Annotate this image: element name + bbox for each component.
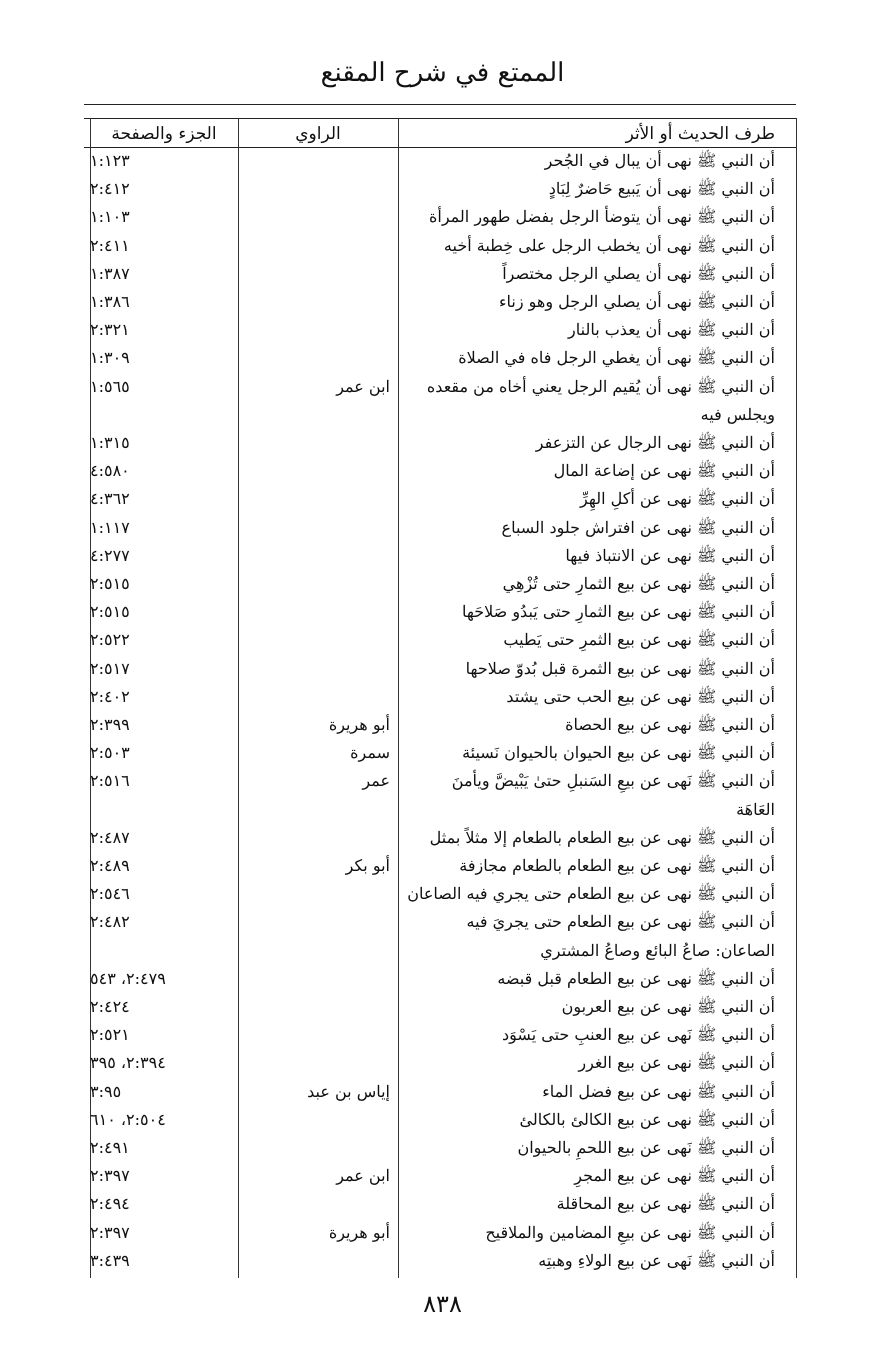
hadith-text: العَاهَة bbox=[736, 800, 775, 819]
hadith-text: أن النبي ﷺ نهى عن بيع الطعام حتى يجريَ فيه bbox=[466, 912, 775, 931]
header-ref: الجزء والصفحة bbox=[111, 124, 217, 144]
volume-page-ref: ٢:٥٠٤، ٦١٠ bbox=[90, 1110, 166, 1129]
narrator-text: أبو بكر bbox=[345, 856, 390, 875]
volume-page-ref: ١:٣٨٦ bbox=[90, 292, 130, 311]
hadith-text: أن النبي ﷺ نهى عن بيع الثمارِ حتى تُزْهِي bbox=[502, 574, 775, 593]
hadith-text: أن النبي ﷺ نهى أن يَبيع حَاضرٌ لِبَادٍ bbox=[548, 179, 775, 198]
volume-page-ref: ١:٣١٥ bbox=[90, 433, 130, 452]
hadith-text: أن النبي ﷺ نهى عن أكلِ الهِرِّ bbox=[580, 489, 775, 508]
volume-page-ref: ١:١١٧ bbox=[90, 518, 130, 537]
narrator-text: عمر bbox=[362, 771, 390, 790]
hadith-text: أن النبي ﷺ نَهى عن بيعِ السَنبلِ حتىٰ يَبْيضَّ ويأمنَ bbox=[451, 771, 775, 790]
volume-page-ref: ٢:٥١٧ bbox=[90, 659, 130, 678]
hadith-text: أن النبي ﷺ نهى عن بيع الطعام بالطعام مجازفة bbox=[459, 856, 775, 875]
volume-page-ref: ٢:٥٠٣ bbox=[90, 743, 130, 762]
hadith-text: ويجلس فيه bbox=[700, 405, 775, 424]
volume-page-ref: ٢:٤٩١ bbox=[90, 1138, 130, 1157]
hadith-text: أن النبي ﷺ نهى عن بيع الطعام حتى يجري فيه الصاعان bbox=[407, 884, 775, 903]
hadith-text: أن النبي ﷺ نهى أن يتوضأ الرجل بفضل طهور المرأة bbox=[429, 207, 775, 226]
volume-page-ref: ٢:٤٨٧ bbox=[90, 828, 130, 847]
hadith-text: أن النبي ﷺ نهى عن بيع الثمرة قبل بُدوّ صلاحها bbox=[465, 659, 775, 678]
hadith-text: أن النبي ﷺ نهى عن الانتباذ فيها bbox=[565, 546, 775, 565]
volume-page-ref: ٢:٤٢٤ bbox=[90, 997, 130, 1016]
volume-page-ref: ١:٥٦٥ bbox=[90, 377, 130, 396]
hadith-text: أن النبي ﷺ نهى عن بيع الحصاة bbox=[565, 715, 775, 734]
volume-page-ref: ٢:٤٠٢ bbox=[90, 687, 130, 706]
volume-page-ref: ٢:٣٩٧ bbox=[90, 1223, 130, 1242]
hadith-text: أن النبي ﷺ نهى عن بيع فضل الماء bbox=[542, 1082, 775, 1101]
narrator-text: أبو هريرة bbox=[328, 715, 390, 734]
volume-page-ref: ٢:٤٨٢ bbox=[90, 912, 130, 931]
hadith-text: أن النبي ﷺ نهى عن بيع الحب حتى يشتد bbox=[506, 687, 775, 706]
hadith-text: أن النبي ﷺ نهى عن بيع الثمرِ حتى يَطيب bbox=[503, 630, 775, 649]
volume-page-ref: ٢:٣٩٤، ٣٩٥ bbox=[90, 1053, 166, 1072]
hadith-text: أن النبي ﷺ نهى أن يغطي الرجل فاه في الصلاة bbox=[458, 348, 775, 367]
volume-page-ref: ١:١٢٣ bbox=[90, 151, 130, 170]
hadith-text: أن النبي ﷺ نهى أن يخطب الرجل على خِطبة أخيه bbox=[443, 236, 775, 255]
header-hadith: طرف الحديث أو الأثر bbox=[625, 124, 775, 144]
volume-page-ref: ٣:٩٥ bbox=[90, 1082, 122, 1101]
narrator-text: أبو هريرة bbox=[328, 1223, 390, 1242]
header-narrator: الراوي bbox=[295, 124, 341, 144]
hadith-text: أن النبي ﷺ نهى عن بيع العربون bbox=[561, 997, 775, 1016]
volume-page-ref: ١:١٠٣ bbox=[90, 207, 130, 226]
hadith-text: أن النبي ﷺ نهى عن افتراش جلود السباع bbox=[501, 518, 775, 537]
book-title: الممتع في شرح المقنع bbox=[320, 58, 565, 88]
volume-page-ref: ٢:٥٢١ bbox=[90, 1025, 130, 1044]
hadith-text: أن النبي ﷺ نهى عن بيع الثمارِ حتى يَبدُو صَلاحَها bbox=[461, 602, 775, 621]
volume-page-ref: ٢:٣٩٩ bbox=[90, 715, 130, 734]
volume-page-ref: ٢:٤١٢ bbox=[90, 179, 130, 198]
hadith-text: أن النبي ﷺ نَهى عن بيع اللحمِ بالحيوان bbox=[517, 1138, 775, 1157]
hadith-text: أن النبي ﷺ نهى أن يصلي الرجل وهو زناء bbox=[498, 292, 775, 311]
hadith-text: أن النبي ﷺ نهى أن يصلي الرجل مختصراً bbox=[502, 264, 775, 283]
hadith-text: الصاعان: صاعُ البائع وصاعُ المشتري bbox=[540, 941, 775, 960]
hadith-text: أن النبي ﷺ نَهى عن بيع الولاءِ وهبتِه bbox=[538, 1251, 775, 1270]
volume-page-ref: ٢:٤٨٩ bbox=[90, 856, 130, 875]
volume-page-ref: ٢:٣٩٧ bbox=[90, 1166, 130, 1185]
hadith-text: أن النبي ﷺ نهى عن بيعِ المضامين والملاقيح bbox=[485, 1223, 775, 1242]
narrator-text: سمرة bbox=[350, 743, 390, 762]
hadith-text: أن النبي ﷺ نهى الرجال عن التزعفر bbox=[535, 433, 775, 452]
volume-page-ref: ٤:٣٦٢ bbox=[90, 489, 130, 508]
volume-page-ref: ٢:٥١٥ bbox=[90, 602, 130, 621]
hadith-text: أن النبي ﷺ نهى أن يعذب بالنار bbox=[568, 320, 775, 339]
volume-page-ref: ٣:٤٣٩ bbox=[90, 1251, 130, 1270]
hadith-text: أن النبي ﷺ نهى عن بيع الطعام بالطعام إلا مثلاً بمثل bbox=[429, 828, 775, 847]
hadith-text: أن النبي ﷺ نهى عن بيع المجرِ bbox=[574, 1166, 775, 1185]
volume-page-ref: ٢:٥١٥ bbox=[90, 574, 130, 593]
hadith-text: أن النبي ﷺ نَهى عن بيع العنبِ حتى يَسْوَد bbox=[502, 1025, 775, 1044]
volume-page-ref: ٢:٥١٦ bbox=[90, 771, 130, 790]
hadith-text: أن النبي ﷺ نهى أن يبال في الجُحر bbox=[544, 151, 775, 170]
volume-page-ref: ٢:٥٤٦ bbox=[90, 884, 130, 903]
page-number: ٨٣٨ bbox=[423, 1290, 462, 1318]
hadith-text: أن النبي ﷺ نهى عن بيع المحاقلة bbox=[556, 1194, 775, 1213]
volume-page-ref: ٢:٤٧٩، ٥٤٣ bbox=[90, 969, 166, 988]
hadith-text: أن النبي ﷺ نهى عن إضاعة المال bbox=[553, 461, 775, 480]
narrator-text: ابن عمر bbox=[336, 377, 390, 396]
volume-page-ref: ٢:٣٢١ bbox=[90, 320, 130, 339]
volume-page-ref: ١:٣٠٩ bbox=[90, 348, 130, 367]
narrator-text: ابن عمر bbox=[336, 1166, 390, 1185]
volume-page-ref: ١:٣٨٧ bbox=[90, 264, 130, 283]
volume-page-ref: ٤:٢٧٧ bbox=[90, 546, 130, 565]
hadith-text: أن النبي ﷺ نهى عن بيع الكالئ بالكالئ bbox=[519, 1110, 775, 1129]
hadith-text: أن النبي ﷺ نهى عن بيع الطعام قبل قبضه bbox=[497, 969, 775, 988]
narrator-text: إياس بن عبد bbox=[307, 1082, 390, 1101]
volume-page-ref: ٤:٥٨٠ bbox=[90, 461, 130, 480]
volume-page-ref: ٢:٤٩٤ bbox=[90, 1194, 130, 1213]
volume-page-ref: ٢:٤١١ bbox=[90, 236, 130, 255]
volume-page-ref: ٢:٥٢٢ bbox=[90, 630, 130, 649]
hadith-text: أن النبي ﷺ نهى عن بيع الحيوان بالحيوان نَسيئة bbox=[462, 743, 775, 762]
hadith-text: أن النبي ﷺ نهى عن بيع الغرر bbox=[578, 1053, 775, 1072]
hadith-text: أن النبي ﷺ نهى أن يُقيم الرجل يعني أخاه من مقعده bbox=[426, 377, 775, 396]
